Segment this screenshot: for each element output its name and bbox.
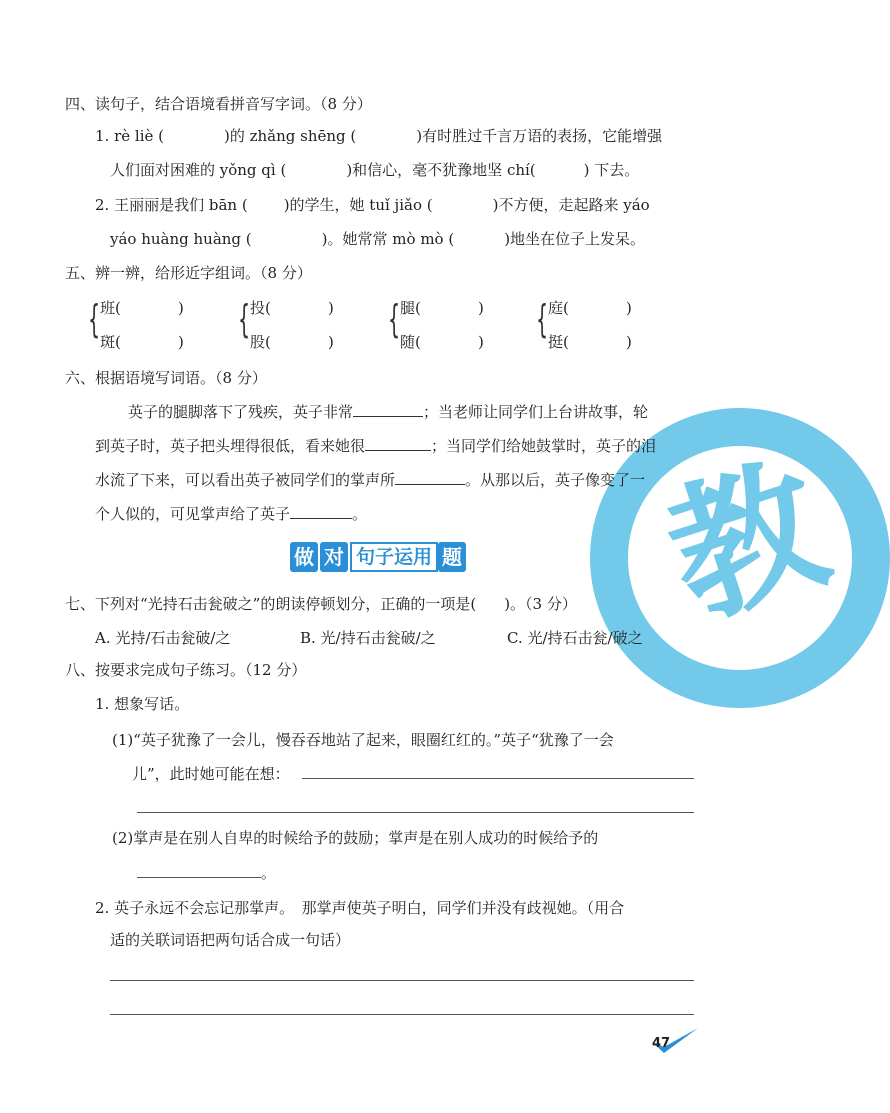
paren-close: )	[328, 333, 334, 351]
page-number: 47	[652, 1036, 671, 1051]
option-c[interactable]: C. 光/持石击瓮/破之	[507, 629, 643, 647]
text: )。她常常 mò mò (	[321, 230, 455, 248]
paren-close: )	[328, 299, 334, 317]
text: ) 下去。	[583, 161, 640, 179]
paren-close: )	[178, 333, 184, 351]
section4-title: 四、读句子，结合语境看拼音写字词。（8 分）	[65, 95, 372, 113]
pair-top: 庭(	[548, 299, 569, 317]
text: 2. 王丽丽是我们 bān (	[95, 196, 248, 214]
text: )和信心，毫不犹豫地坚 chí(	[346, 161, 536, 179]
s8-p1-line2: 儿”，此时她可能在想：	[132, 765, 290, 783]
pair-top: 投(	[250, 299, 271, 317]
section5-title: 五、辨一辨，给形近字组词。（8 分）	[65, 264, 312, 282]
text: yáo huàng huàng (	[110, 230, 252, 248]
text: 七、下列对“光持石击瓮破之”的朗读停顿划分，正确的一项是(	[65, 595, 477, 613]
answer-blank[interactable]	[365, 436, 431, 451]
text: 1. rè liè (	[95, 127, 164, 145]
banner-char-2: 对	[320, 542, 348, 572]
text: 英子的腿脚落下了残疾，英子非常	[128, 403, 354, 421]
text: )的 zhǎng shēng (	[224, 127, 357, 145]
brace-icon: {	[88, 297, 101, 341]
paren-close: )	[478, 333, 484, 351]
answer-line[interactable]	[110, 980, 694, 981]
s4-q1-line1	[95, 126, 662, 146]
pair-top: 班(	[100, 299, 121, 317]
answer-line[interactable]	[302, 778, 694, 779]
brace-icon: {	[536, 297, 549, 341]
paren-close: )	[626, 299, 632, 317]
text: )的学生，她 tuǐ jiǎo (	[283, 196, 433, 214]
text: )有时胜过千言万语的表扬，它能增强	[416, 127, 663, 145]
answer-blank[interactable]	[353, 402, 423, 417]
text: 。	[352, 505, 368, 523]
text: ；当同学们给她鼓掌时，英子的泪	[431, 437, 657, 455]
s8-p1-line1: (1)“英子犹豫了一会儿，慢吞吞地站了起来，眼圈红红的。”英子“犹豫了一会	[112, 731, 614, 749]
answer-line[interactable]	[137, 877, 261, 878]
text: )不方便，走起路来 yáo	[492, 196, 650, 214]
text: 人们面对困难的 yǒng qì (	[110, 161, 287, 179]
text: 到英子时，英子把头埋得很低，看来她很	[95, 437, 366, 455]
brace-icon: {	[238, 297, 251, 341]
banner-text: 句子运用	[350, 542, 438, 572]
text: )。（3 分）	[504, 595, 577, 613]
banner-char-3: 题	[438, 542, 466, 572]
banner-char-1: 做	[290, 542, 318, 572]
pair-bottom: 斑(	[100, 333, 121, 351]
text: ；当老师让同学们上台讲故事，轮	[423, 403, 649, 421]
s8-p2-end: 。	[261, 864, 277, 882]
s6-line4	[95, 504, 367, 524]
answer-blank[interactable]	[395, 470, 465, 485]
answer-line[interactable]	[110, 1014, 694, 1015]
s6-line3	[95, 470, 645, 490]
section-banner	[290, 540, 468, 574]
answer-line[interactable]	[137, 812, 694, 813]
s6-line2	[95, 436, 656, 456]
s6-line1	[128, 402, 648, 422]
pair-top: 腿(	[400, 299, 421, 317]
text: 个人似的，可见掌声给了英子	[95, 505, 291, 523]
section6-title: 六、根据语境写词语。（8 分）	[65, 369, 267, 387]
s4-q2-line1	[95, 195, 650, 215]
text: 水流了下来，可以看出英子被同学们的掌声所	[95, 471, 396, 489]
s8-sub2-line2: 适的关联词语把两句话合成一句话）	[110, 931, 351, 949]
text: )地坐在位子上发呆。	[504, 230, 646, 248]
answer-blank[interactable]	[290, 504, 352, 519]
s4-q2-line2	[110, 229, 645, 249]
s8-p2-line1: (2)掌声是在别人自卑的时候给予的鼓励；掌声是在别人成功的时候给予的	[112, 829, 599, 847]
pair-bottom: 股(	[250, 333, 271, 351]
brace-icon: {	[388, 297, 401, 341]
s8-sub2-line1: 2. 英子永远不会忘记那掌声。 那掌声使英子明白，同学们并没有歧视她。（用合	[95, 899, 625, 917]
section7-title	[65, 594, 577, 614]
option-b[interactable]: B. 光/持石击瓮破/之	[300, 629, 436, 647]
paren-close: )	[478, 299, 484, 317]
paren-close: )	[178, 299, 184, 317]
s8-sub1: 1. 想象写话。	[95, 695, 190, 713]
watermark-stamp-char: 教	[648, 437, 846, 649]
s4-q1-line2	[110, 160, 639, 180]
pair-bottom: 挺(	[548, 333, 569, 351]
pair-bottom: 随(	[400, 333, 421, 351]
paren-close: )	[626, 333, 632, 351]
section8-title: 八、按要求完成句子练习。（12 分）	[65, 661, 307, 679]
text: 。从那以后，英子像变了一	[465, 471, 646, 489]
option-a[interactable]: A. 光持/石击瓮破/之	[95, 629, 231, 647]
